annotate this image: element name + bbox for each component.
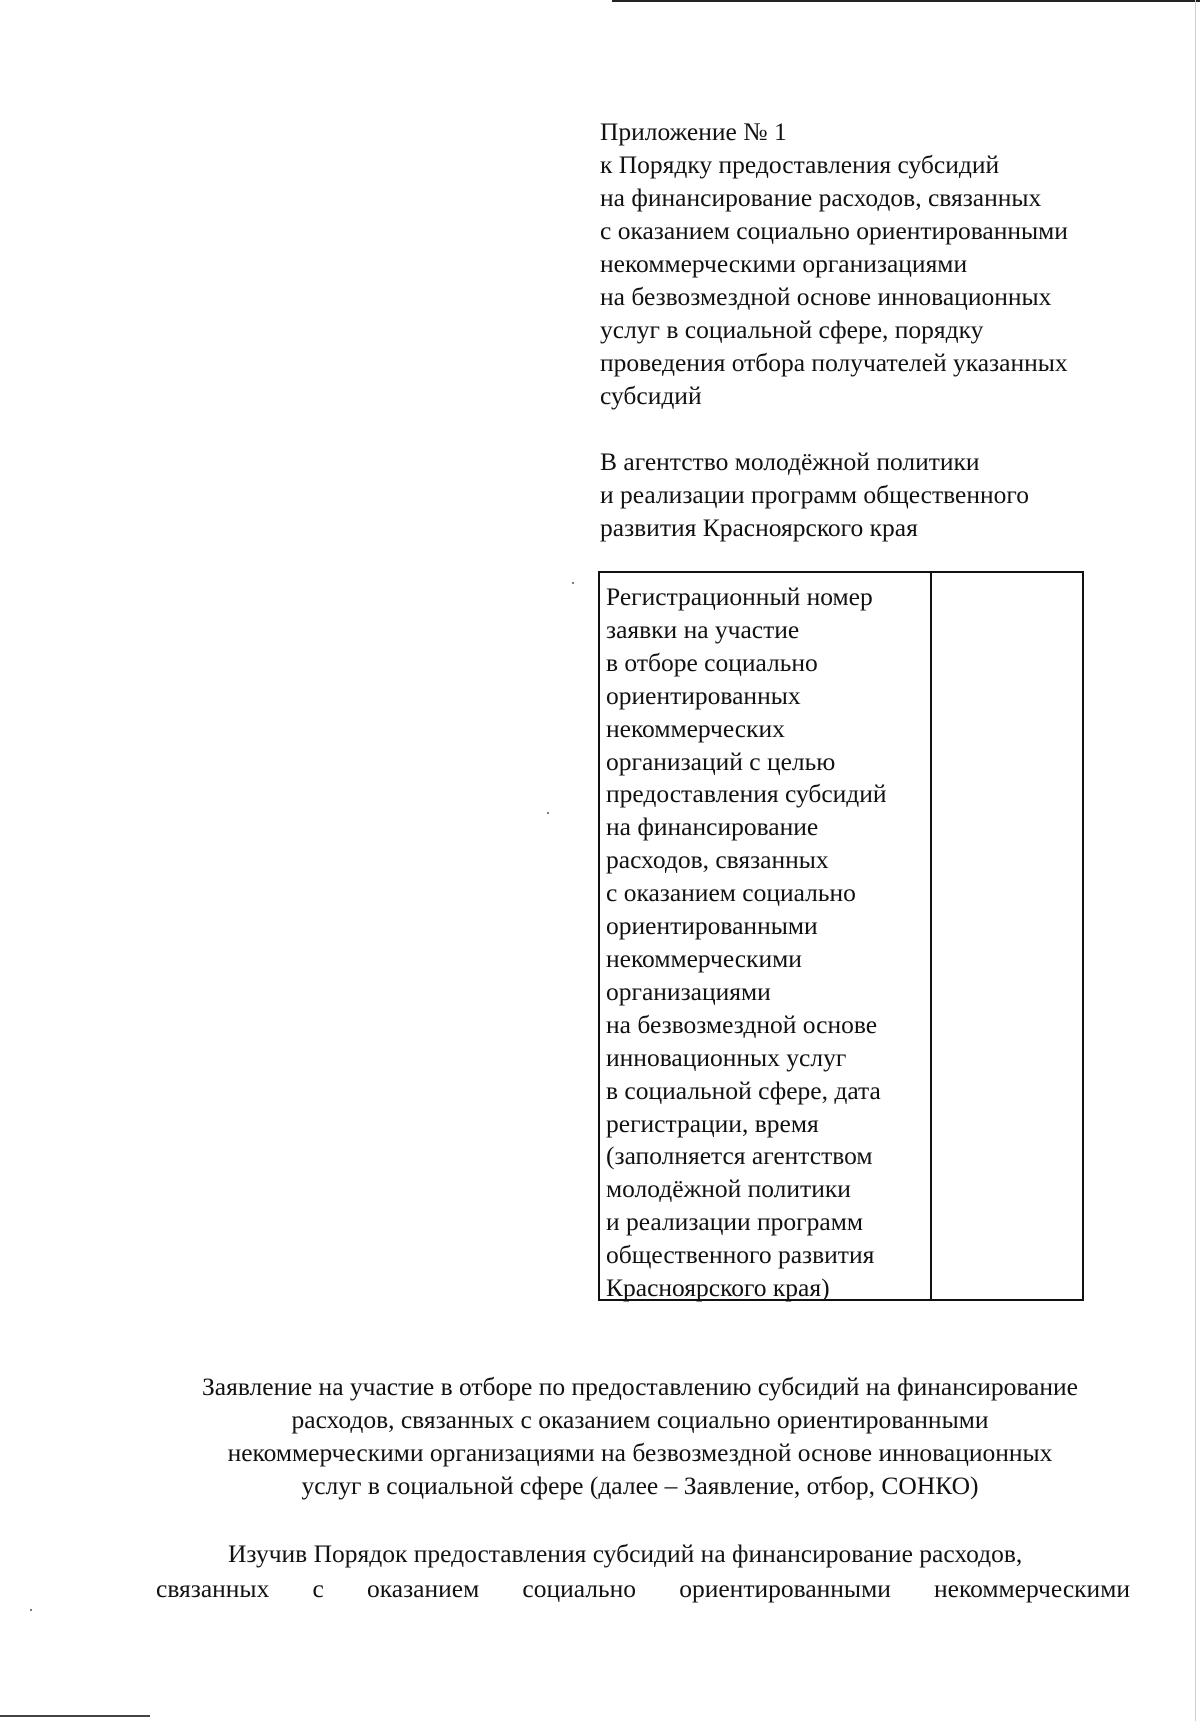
body-word: с — [312, 1574, 324, 1603]
appendix-header — [600, 115, 1160, 412]
registration-label-line: (заполняется агентством — [606, 1141, 873, 1171]
appendix-line: Приложение № 1 — [600, 117, 787, 146]
registration-label-line: заявки на участие — [606, 614, 800, 644]
statement-title-line: Заявление на участие в отборе по предоставлению субсидий на финансирование — [202, 1372, 1078, 1401]
scan-edge-right — [1195, 0, 1196, 1721]
scan-speck — [572, 582, 574, 584]
registration-label-line: расходов, связанных — [606, 845, 829, 875]
registration-label-line: организаций с целью — [606, 746, 836, 776]
registration-label-line: предоставления субсидий — [606, 779, 887, 809]
registration-label-line: молодёжной политики — [606, 1174, 851, 1204]
registration-number-table — [598, 571, 1084, 1301]
statement-title — [140, 1370, 1140, 1502]
registration-label-line: организациями — [606, 976, 771, 1006]
appendix-line: некоммерческими организациями — [600, 249, 968, 278]
registration-label-line: на безвозмездной основе — [606, 1009, 878, 1039]
registration-label-line: Красноярского края) — [606, 1273, 830, 1303]
registration-number-value-cell — [932, 573, 1082, 1299]
body-line — [156, 1571, 1130, 1606]
appendix-line: проведения отбора получателей указанных — [600, 348, 1068, 377]
registration-label-line: в отборе социально — [606, 647, 818, 677]
statement-title-line: услуг в социальной сфере (далее – Заявление, отбор, СОНКО) — [301, 1471, 979, 1500]
body-word: ориентированными — [679, 1574, 891, 1603]
appendix-line: на финансирование расходов, связанных — [600, 183, 1042, 212]
addressee — [600, 445, 1160, 544]
addressee-line: и реализации программ общественного — [600, 480, 1029, 509]
registration-label-line: на финансирование — [606, 812, 819, 842]
registration-label-line: Регистрационный номер — [606, 582, 873, 611]
registration-label-line: и реализации программ — [606, 1207, 863, 1237]
body-paragraph — [156, 1536, 1130, 1606]
registration-label-line: ориентированными — [606, 911, 818, 941]
scan-speck — [30, 1609, 32, 1611]
appendix-line: субсидий — [600, 381, 702, 410]
registration-label-line: в социальной сфере, дата — [606, 1075, 881, 1105]
addressee-line: развития Красноярского края — [600, 513, 918, 542]
appendix-line: с оказанием социально ориентированными — [600, 216, 1068, 245]
registration-label-line: ориентированных — [606, 680, 801, 710]
registration-label-line: общественного развития — [606, 1240, 875, 1270]
scan-edge-line-top — [612, 0, 1200, 2]
body-line: Изучив Порядок предоставления субсидий на финансирование расходов, — [228, 1539, 1023, 1568]
registration-label-line: некоммерческих — [606, 713, 785, 743]
scan-edge-line-bottom — [0, 1715, 150, 1717]
registration-label-line: некоммерческими — [606, 943, 802, 973]
registration-label-line: регистрации, время — [606, 1108, 819, 1138]
body-word: некоммерческими — [934, 1574, 1130, 1603]
registration-label-line: с оказанием социально — [606, 878, 856, 908]
scan-speck — [547, 812, 549, 814]
statement-title-line: расходов, связанных с оказанием социально ориентированными — [291, 1405, 989, 1434]
appendix-line: к Порядку предоставления субсидий — [600, 150, 1000, 179]
registration-label-line: инновационных услуг — [606, 1042, 847, 1072]
statement-title-line: некоммерческими организациями на безвозмездной основе инновационных — [227, 1438, 1053, 1467]
body-word: оказанием — [367, 1574, 480, 1603]
body-word: социально — [522, 1574, 637, 1603]
appendix-line: на безвозмездной основе инновационных — [600, 282, 1052, 311]
addressee-line: В агентство молодёжной политики — [600, 447, 980, 476]
appendix-line: услуг в социальной сфере, порядку — [600, 315, 984, 344]
body-word: связанных — [156, 1574, 270, 1603]
registration-label-cell — [600, 573, 932, 1303]
